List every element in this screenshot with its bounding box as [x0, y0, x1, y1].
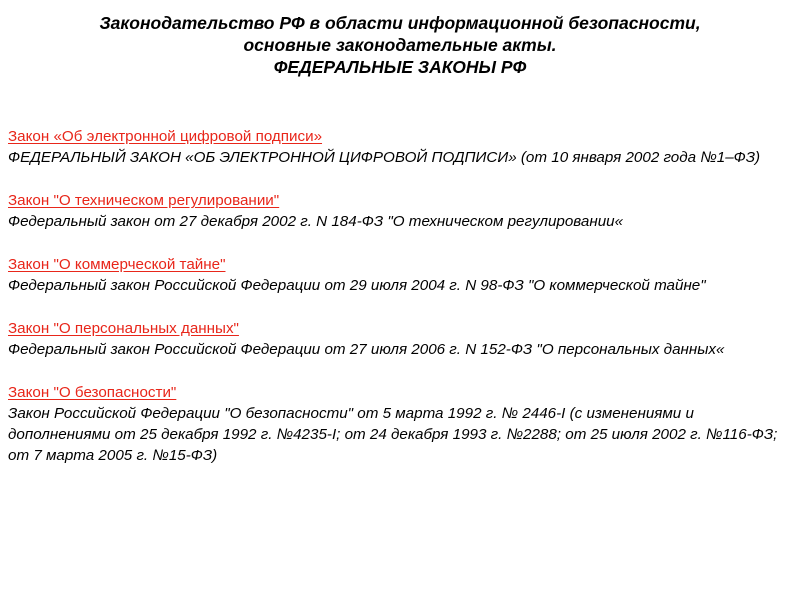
law-item-personal-data [8, 318, 794, 360]
law-item-digital-signature [8, 126, 794, 168]
page-title [0, 12, 800, 78]
law-link-digital-signature[interactable]: Закон «Об электронной цифровой подписи» [8, 128, 323, 145]
law-link-personal-data[interactable]: Закон "О персональных данных" [8, 320, 239, 337]
law-item-commercial-secret [8, 254, 794, 296]
title-line-3: ФЕДЕРАЛЬНЫЕ ЗАКОНЫ РФ [273, 57, 527, 77]
law-description: Федеральный закон Российской Федерации от 27 июля 2006 г. N 152-ФЗ "О персональных данных« [8, 341, 725, 358]
law-item-security [8, 382, 794, 466]
law-description: Федеральный закон от 27 декабря 2002 г. N 184-ФЗ "О техническом регулировании« [8, 213, 624, 230]
law-link-technical-regulation[interactable]: Закон "О техническом регулировании" [8, 192, 280, 209]
law-link-security[interactable]: Закон "О безопасности" [8, 384, 177, 401]
law-description: Федеральный закон Российской Федерации от 29 июля 2004 г. N 98-ФЗ "О коммерческой тайне" [8, 277, 706, 294]
law-link-commercial-secret[interactable]: Закон "О коммерческой тайне" [8, 256, 226, 273]
title-line-2: основные законодательные акты. [243, 35, 557, 55]
law-item-technical-regulation [8, 190, 794, 232]
law-description: ФЕДЕРАЛЬНЫЙ ЗАКОН «ОБ ЭЛЕКТРОННОЙ ЦИФРОВОЙ ПОДПИСИ» (от 10 января 2002 года №1–ФЗ) [8, 149, 761, 166]
title-line-1: Законодательство РФ в области информационной безопасности, [99, 13, 701, 33]
law-description: Закон Российской Федерации "О безопасности" от 5 марта 1992 г. № 2446-I (с изменениями и дополнениями от 25 декабря 1992 г. №4235-I; от 24 декабря 1993 г. №2288; от 25 июля 2002 г. №116-ФЗ; от 7 марта 2005 г. №15-ФЗ) [8, 405, 778, 464]
laws-list [8, 126, 794, 488]
